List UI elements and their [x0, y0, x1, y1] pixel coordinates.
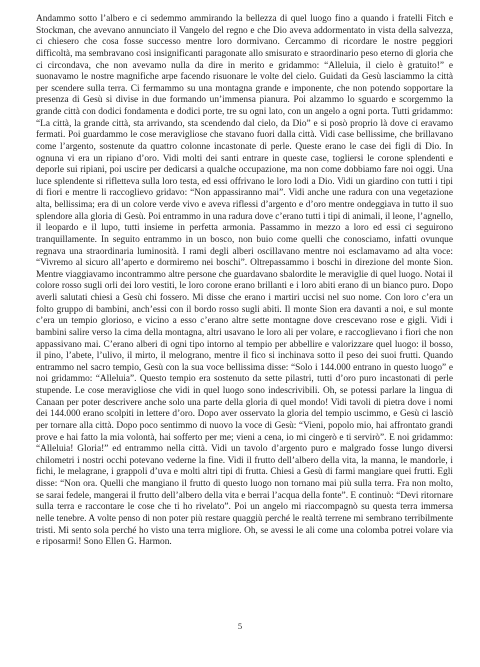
page-number: 5	[237, 621, 243, 631]
body-paragraph: Andammo sotto l’albero e ci sedemmo ammirando la bellezza di quel luogo fino a quando i fratelli Fitch e Stockman, che avevano annunciato il Vangelo del regno e che Dio aveva addormentato in vista della salvezza, ci chiesero che cosa fosse successo mentre loro dormivano. Cercammo di ricordare le nostre peggiori difficoltà, ma sembravano così insignificanti paragonate allo smisurato e straordinario peso eterno di gloria che ci circondava, che non avevamo nulla da dire in merito e gridammo: “Alleluia, il cielo è gratuito!” e suonavamo le nostre magnifiche arpe facendo risuonare le volte del cielo. Guidati da Gesù lasciammo la città per scendere sulla terra. Ci fermammo su una montagna grande e imponente, che non potendo sopportare la presenza di Gesù si divise in due formando un’immensa pianura. Poi alzammo lo sguardo e scorgemmo la grande città con dodici fondamenta e dodici porte, tre su ogni lato, con un angelo a ogni porta. Tutti gridammo: “La città, la grande città, sta arrivando, sta scendendo dal cielo, da Dio” e si posò proprio là dove ci eravamo fermati. Poi guardammo le cose meravigliose che stavano fuori dalla città. Vidi case bellissime, che brillavano come l’argento, sostenute da quattro colonne incastonate di perle. Queste erano le case dei figli di Dio. In ognuna vi era un ripiano d’oro. Vidi molti dei santi entrare in queste case, togliersi le corone splendenti e deporle sui ripiani, poi uscire per dedicarsi a qualche occupazione, ma non come dobbiamo fare noi oggi. Una luce splendente si rifletteva sulla loro testa, ed essi offrivano le loro lodi a Dio. Vidi un giardino con tutti i tipi di fiori e mentre li raccoglievo gridavo: “Non appassiranno mai”. Vidi anche une radura con una vegetazione alta, bellissima; era di un colore verde vivo e aveva riflessi d’argento e d’oro mentre ondeggiava in tutto il suo splendore alla gloria di Gesù. Poi entrammo in una radura dove c’erano tutti i tipi di animali, il leone, l’agnello, il leopardo e il lupo, tutti insieme in perfetta armonia. Passammo in mezzo a loro ed essi ci seguirono tranquillamente. In seguito entrammo in un bosco, non buio come quelli che conosciamo, infatti ovunque regnava una straordinaria luminosità. I rami degli alberi oscillavano mentre noi esclamavamo ad alta voce: “Vivremo al sicuro all’aperto e dormiremo nei boschi”. Oltrepassammo i boschi in direzione del monte Sion. Mentre viaggiavamo incontrammo altre persone che guardavano sbalordite le meraviglie di quel luogo. Notai il colore rosso sugli orli dei loro vestiti, le loro corone erano brillanti e i loro abiti erano di un bianco puro. Dopo averli salutati chiesi a Gesù chi fossero. Mi disse che erano i martiri uccisi nel suo nome. Con loro c’era un folto gruppo di bambini, anch’essi con il bordo rosso sugli abiti. Il monte Sion era davanti a noi, e sul monte c’era un tempio glorioso, e vicino a esso c’erano altre sette montagne dove crescevano rose e gigli. Vidi i bambini salire verso la cima della montagna, altri usavano le loro ali per volare, e raccoglievano i fiori che non appassivano mai. C’erano alberi di ogni tipo intorno al tempio per abbellire e valorizzare quel luogo: il bosso, il pino, l’abete, l’ulivo, il mirto, il melograno, mentre il fico si inchinava sotto il peso dei suoi frutti. Quando entrammo nel sacro tempio, Gesù con la sua voce bellissima disse: “Solo i 144.000 entrano in questo luogo” e noi gridammo: “Alleluia”. Questo tempio era sostenuto da sette pilastri, tutti d’oro puro incastonati di perle stupende. Le cose meravigliose che vidi in quel luogo sono indescrivibili. Oh, se potessi parlare la lingua di Canaan per poter descrivere anche solo una parte della gloria di quel mondo! Vidi tavoli di pietra dove i nomi dei 144.000 erano scolpiti in lettere d’oro. Dopo aver osservato la gloria del tempio uscimmo, e Gesù ci lasciò per tornare alla città. Dopo poco sentimmo di nuovo la voce di Gesù: “Vieni, popolo mio, hai affrontato grandi prove e hai fatto la mia volontà, hai sofferto per me; vieni a cena, io mi cingerò e ti servirò”. E noi gridammo: “Alleluia! Gloria!” ed entrammo nella città. Vidi un tavolo d’argento puro e malgrado fosse lungo diversi chilometri i nostri occhi potevano vederne la fine. Vidi il frutto dell’albero della vita, la manna, le mandorle, i fichi, le melagrane, i grappoli d’uva e molti altri tipi di frutta. Chiesi a Gesù di farmi mangiare quei frutti. Egli disse: “Non ora. Quelli che mangiano il frutto di questo luogo non tornano mai più sulla terra. Fra non molto, se sarai fedele, mangerai il frutto dell’albero della vita e berrai l’acqua della fonte”. E continuò: “Devi ritornare sulla terra e raccontare le cose che ti ho rivelato”. Poi un angelo mi riaccompagnò su questa terra immersa nelle tenebre. A volte penso di non poter più restare quaggiù perché le realtà terrene mi sembrano terribilmente tristi. Mi sento sola perché ho visto una terra migliore. Oh, se avessi le ali come una colomba potrei volare via e riposarmi! Sono Ellen G. Harmon.	[36, 14, 453, 548]
